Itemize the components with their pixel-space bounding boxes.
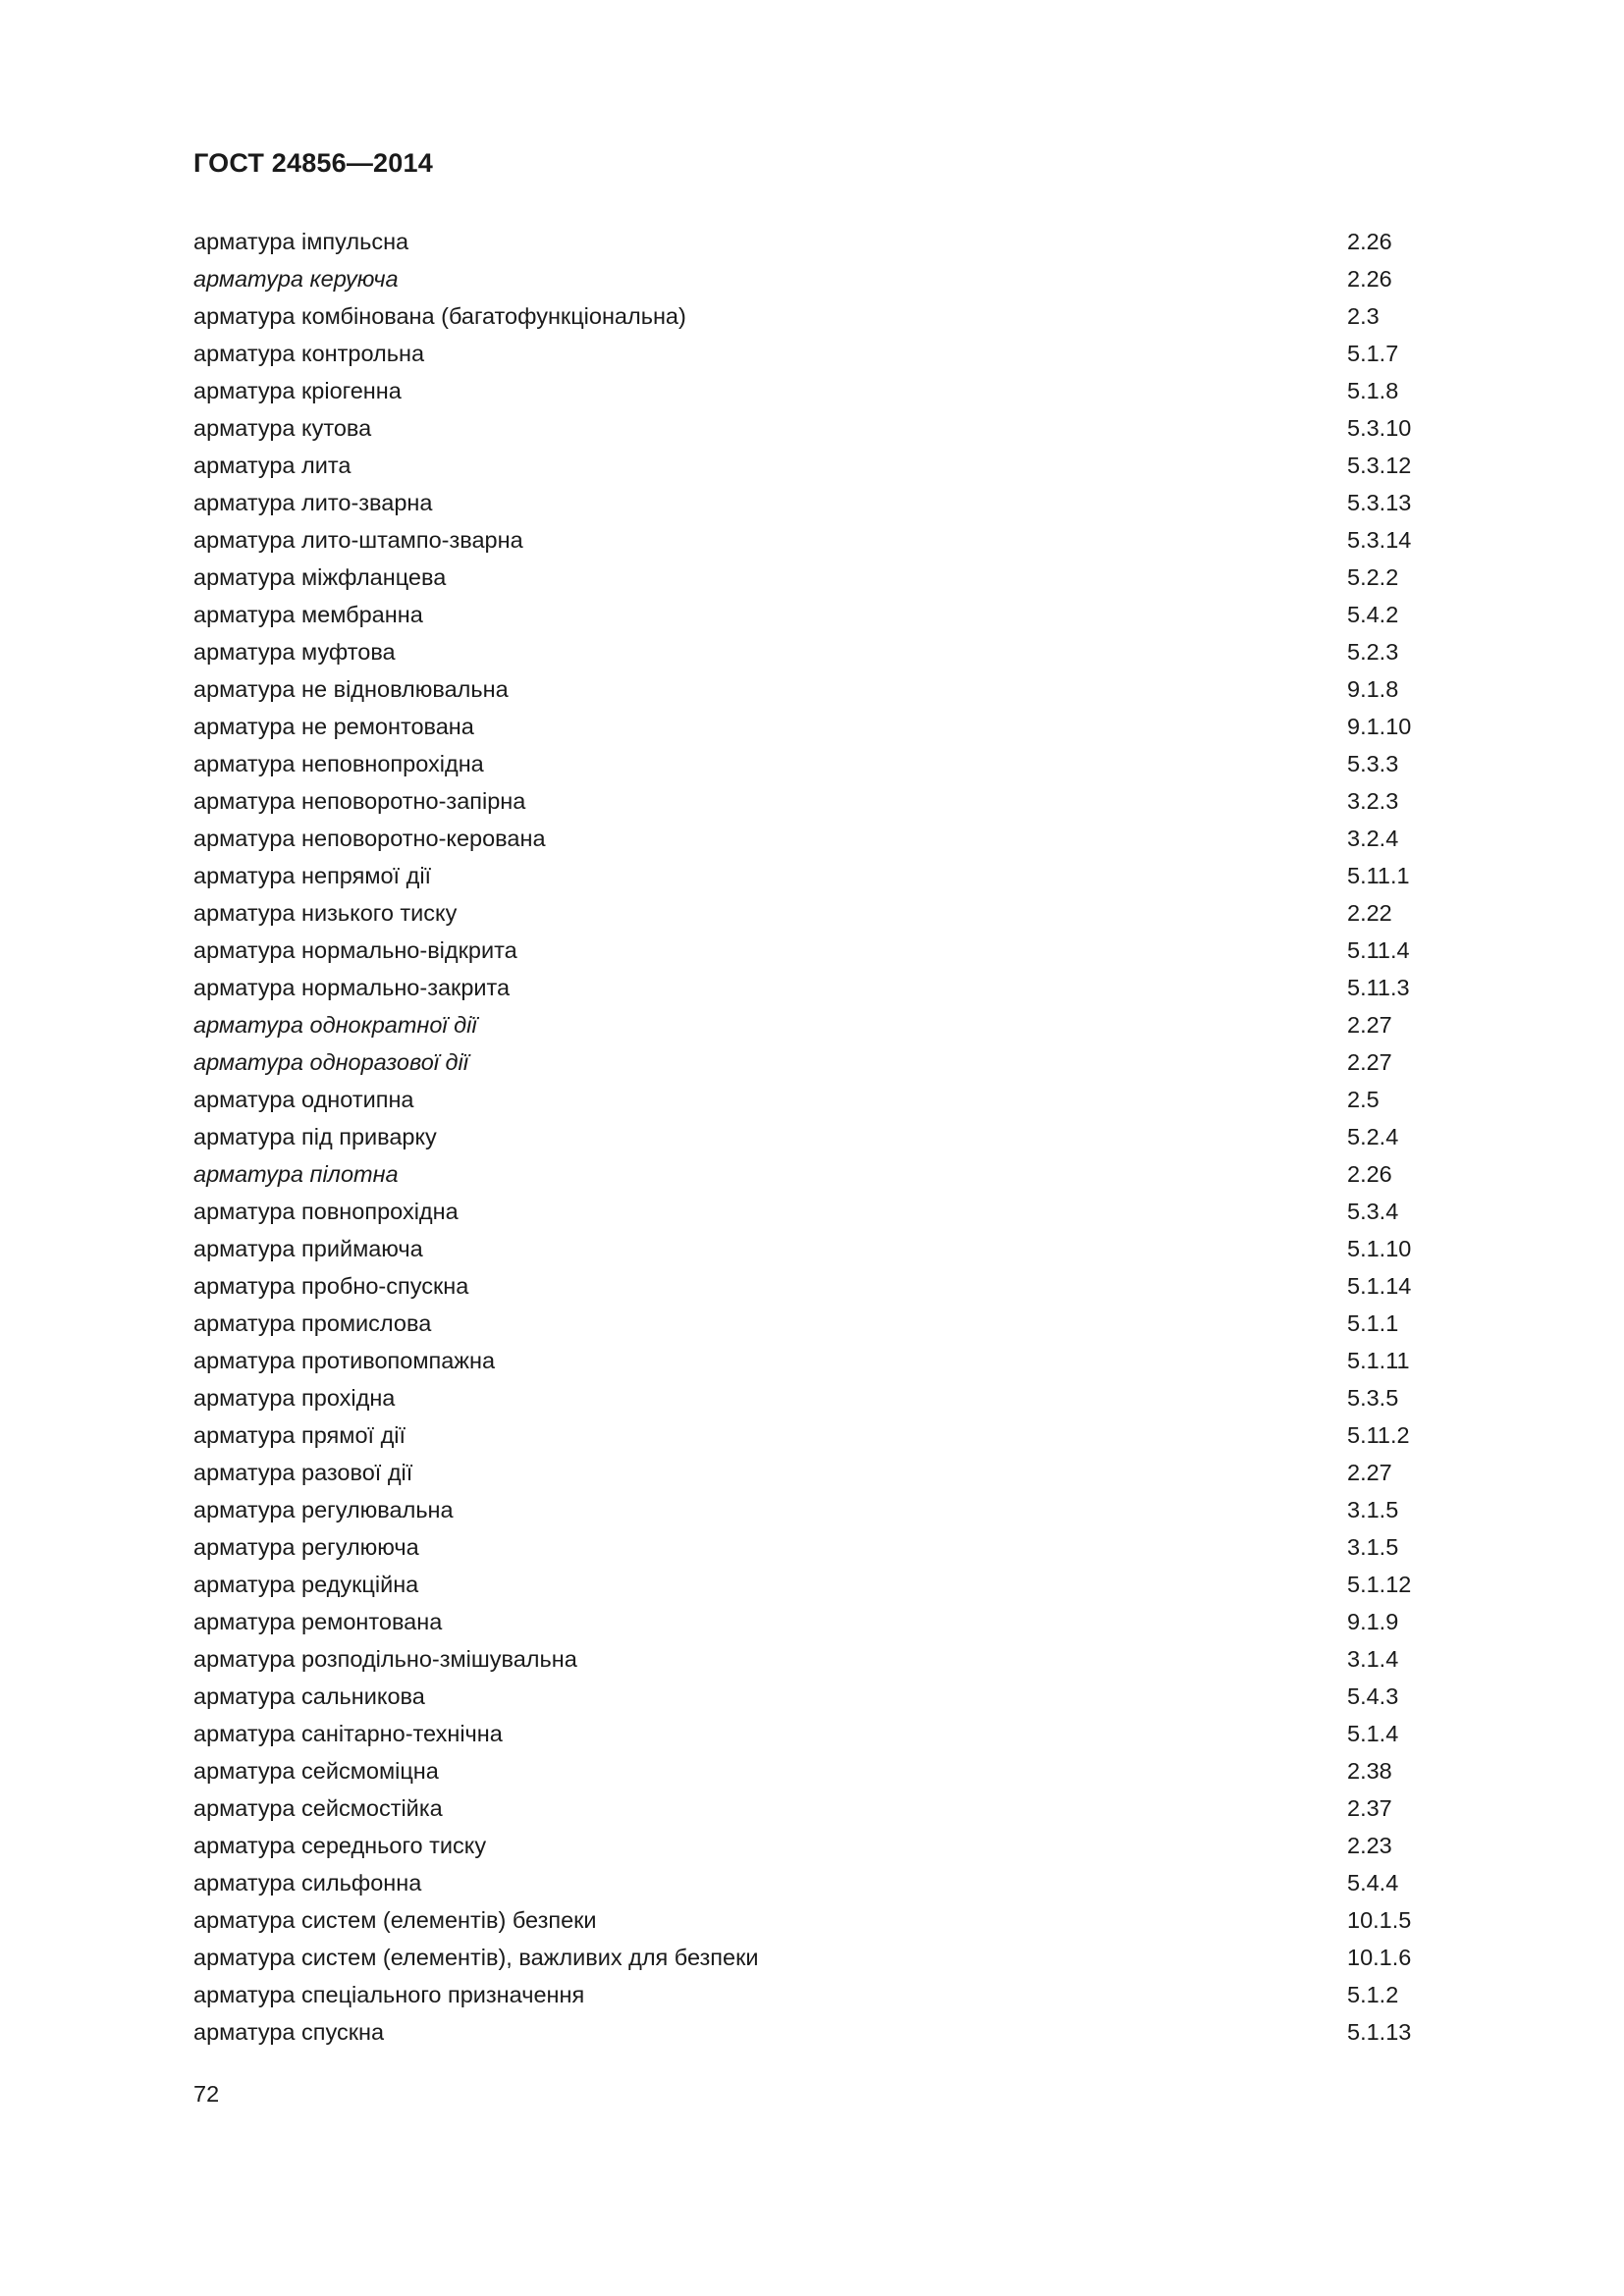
index-entry <box>193 409 1431 447</box>
index-term: арматура лито-штампо-зварна <box>193 527 523 553</box>
index-reference: 2.5 <box>1347 1087 1380 1112</box>
index-entry <box>193 1491 1431 1528</box>
index-entry <box>193 708 1431 745</box>
index-entry <box>193 1342 1431 1379</box>
index-entry <box>193 1006 1431 1043</box>
index-reference: 5.4.2 <box>1347 602 1399 627</box>
index-term: арматура пілотна <box>193 1161 399 1187</box>
index-term: арматура не ремонтована <box>193 714 474 739</box>
index-entry <box>193 484 1431 521</box>
index-reference: 2.37 <box>1347 1795 1392 1821</box>
index-entry <box>193 1043 1431 1081</box>
index-term: арматура комбінована (багатофункціональна) <box>193 303 686 329</box>
index-term: арматура прохідна <box>193 1385 396 1411</box>
index-entry <box>193 782 1431 820</box>
index-term: арматура приймаюча <box>193 1236 423 1261</box>
index-entry <box>193 596 1431 633</box>
index-term: арматура нормально-закрита <box>193 975 511 1000</box>
index-reference: 3.1.4 <box>1347 1646 1399 1672</box>
index-term: арматура лита <box>193 453 352 478</box>
index-entry <box>193 1118 1431 1155</box>
index-entry <box>193 1267 1431 1305</box>
index-term: арматура систем (елементів) безпеки <box>193 1907 597 1933</box>
index-reference: 2.27 <box>1347 1049 1392 1075</box>
index-term: арматура нормально-відкрита <box>193 937 517 963</box>
index-term: арматура не відновлювальна <box>193 676 509 702</box>
index-reference: 5.1.4 <box>1347 1721 1399 1746</box>
index-reference: 5.11.1 <box>1347 863 1410 888</box>
index-reference: 9.1.10 <box>1347 714 1412 739</box>
index-entry <box>193 372 1431 409</box>
index-reference: 5.3.12 <box>1347 453 1412 478</box>
index-term: арматура пробно-спускна <box>193 1273 469 1299</box>
index-term: арматура спускна <box>193 2019 385 2045</box>
index-entry <box>193 932 1431 969</box>
index-term: арматура непрямої дії <box>193 863 432 888</box>
index-reference: 3.2.4 <box>1347 826 1399 851</box>
index-entry <box>193 1528 1431 1566</box>
index-term: арматура під приварку <box>193 1124 437 1149</box>
index-term: арматура керуюча <box>193 266 399 292</box>
index-term: арматура лито-зварна <box>193 490 433 515</box>
index-term: арматура повнопрохідна <box>193 1199 459 1224</box>
index-entry <box>193 1416 1431 1454</box>
index-entry <box>193 447 1431 484</box>
index-term: арматура систем (елементів), важливих для безпеки <box>193 1945 759 1970</box>
index-reference: 5.3.10 <box>1347 415 1412 441</box>
index-entry <box>193 1081 1431 1118</box>
index-reference: 5.1.2 <box>1347 1982 1399 2007</box>
index-reference: 5.3.5 <box>1347 1385 1399 1411</box>
index-term: арматура сильфонна <box>193 1870 422 1896</box>
index-term: арматура неповоротно-керована <box>193 826 546 851</box>
index-entry <box>193 1454 1431 1491</box>
index-entry <box>193 1901 1431 1939</box>
index-term: арматура контрольна <box>193 341 425 366</box>
index-entry <box>193 1939 1431 1976</box>
index-reference: 5.11.4 <box>1347 937 1410 963</box>
index-entry <box>193 1752 1431 1789</box>
index-entry <box>193 1193 1431 1230</box>
index-term: арматура кутова <box>193 415 372 441</box>
index-reference: 2.27 <box>1347 1460 1392 1485</box>
index-term: арматура розподільно-змішувальна <box>193 1646 577 1672</box>
index-reference: 2.26 <box>1347 266 1392 292</box>
index-term: арматура неповоротно-запірна <box>193 788 526 814</box>
index-entry <box>193 894 1431 932</box>
index-reference: 5.3.13 <box>1347 490 1412 515</box>
index-entry <box>193 1715 1431 1752</box>
index-reference: 5.3.3 <box>1347 751 1399 776</box>
index-entry <box>193 1566 1431 1603</box>
index-term: арматура міжфланцева <box>193 564 447 590</box>
index-reference: 9.1.8 <box>1347 676 1399 702</box>
index-reference: 5.11.3 <box>1347 975 1410 1000</box>
index-reference: 2.3 <box>1347 303 1380 329</box>
index-reference: 9.1.9 <box>1347 1609 1399 1634</box>
index-reference: 5.11.2 <box>1347 1422 1410 1448</box>
index-reference: 5.1.13 <box>1347 2019 1412 2045</box>
index-entry <box>193 1155 1431 1193</box>
index-entry <box>193 297 1431 335</box>
index-reference: 5.3.4 <box>1347 1199 1399 1224</box>
index-reference: 2.22 <box>1347 900 1392 926</box>
index-reference: 2.23 <box>1347 1833 1392 1858</box>
index-reference: 2.26 <box>1347 1161 1392 1187</box>
index-term: арматура регулювальна <box>193 1497 454 1522</box>
index-reference: 5.2.2 <box>1347 564 1399 590</box>
index-term: арматура ремонтована <box>193 1609 443 1634</box>
index-reference: 5.1.7 <box>1347 341 1399 366</box>
index-entry <box>193 1230 1431 1267</box>
index-entry <box>193 857 1431 894</box>
index-reference: 2.38 <box>1347 1758 1392 1784</box>
index-reference: 5.1.1 <box>1347 1310 1399 1336</box>
index-entry <box>193 1603 1431 1640</box>
index-reference: 5.1.11 <box>1347 1348 1410 1373</box>
index-reference: 5.1.14 <box>1347 1273 1412 1299</box>
index-reference: 2.26 <box>1347 229 1392 254</box>
index-reference: 5.2.3 <box>1347 639 1399 665</box>
index-reference: 10.1.6 <box>1347 1945 1412 1970</box>
index-entry <box>193 1789 1431 1827</box>
index-reference: 3.1.5 <box>1347 1534 1399 1560</box>
index-reference: 2.27 <box>1347 1012 1392 1038</box>
index-entry <box>193 633 1431 670</box>
index-term: арматура противопомпажна <box>193 1348 496 1373</box>
page-title: ГОСТ 24856—2014 <box>193 148 433 178</box>
index-term: арматура разової дії <box>193 1460 413 1485</box>
index-term: арматура кріогенна <box>193 378 402 403</box>
index-term: арматура регулююча <box>193 1534 419 1560</box>
index-reference: 5.4.3 <box>1347 1683 1399 1709</box>
index-reference: 5.4.4 <box>1347 1870 1399 1896</box>
index-reference: 5.1.10 <box>1347 1236 1412 1261</box>
index-entry <box>193 335 1431 372</box>
index-reference: 5.1.12 <box>1347 1572 1412 1597</box>
index-entry <box>193 670 1431 708</box>
term-index-list <box>193 223 1431 2051</box>
index-term: арматура середнього тиску <box>193 1833 487 1858</box>
index-term: арматура редукційна <box>193 1572 419 1597</box>
index-reference: 5.1.8 <box>1347 378 1399 403</box>
index-term: арматура неповнопрохідна <box>193 751 484 776</box>
index-entry <box>193 1640 1431 1678</box>
index-term: арматура муфтова <box>193 639 396 665</box>
index-entry <box>193 1379 1431 1416</box>
index-term: арматура санітарно-технічна <box>193 1721 503 1746</box>
index-term: арматура сейсмостійка <box>193 1795 443 1821</box>
index-entry <box>193 1678 1431 1715</box>
index-entry <box>193 1827 1431 1864</box>
index-term: арматура промислова <box>193 1310 432 1336</box>
index-reference: 5.3.14 <box>1347 527 1412 553</box>
index-entry <box>193 745 1431 782</box>
index-reference: 10.1.5 <box>1347 1907 1412 1933</box>
index-term: арматура сальникова <box>193 1683 425 1709</box>
index-term: арматура сейсмоміцна <box>193 1758 439 1784</box>
index-entry <box>193 1305 1431 1342</box>
index-entry <box>193 223 1431 260</box>
index-reference: 3.2.3 <box>1347 788 1399 814</box>
index-term: арматура однотипна <box>193 1087 414 1112</box>
index-reference: 3.1.5 <box>1347 1497 1399 1522</box>
index-entry <box>193 521 1431 559</box>
index-term: арматура одноразової дії <box>193 1049 468 1075</box>
index-entry <box>193 820 1431 857</box>
index-entry <box>193 559 1431 596</box>
index-entry <box>193 969 1431 1006</box>
index-term: арматура імпульсна <box>193 229 409 254</box>
index-reference: 5.2.4 <box>1347 1124 1399 1149</box>
index-entry <box>193 260 1431 297</box>
index-entry <box>193 2013 1431 2051</box>
index-term: арматура спеціального призначення <box>193 1982 585 2007</box>
index-entry <box>193 1976 1431 2013</box>
index-term: арматура мембранна <box>193 602 423 627</box>
index-entry <box>193 1864 1431 1901</box>
page-number: 72 <box>193 2081 220 2107</box>
index-term: арматура однократної дії <box>193 1012 477 1038</box>
index-term: арматура прямої дії <box>193 1422 406 1448</box>
index-term: арматура низького тиску <box>193 900 458 926</box>
